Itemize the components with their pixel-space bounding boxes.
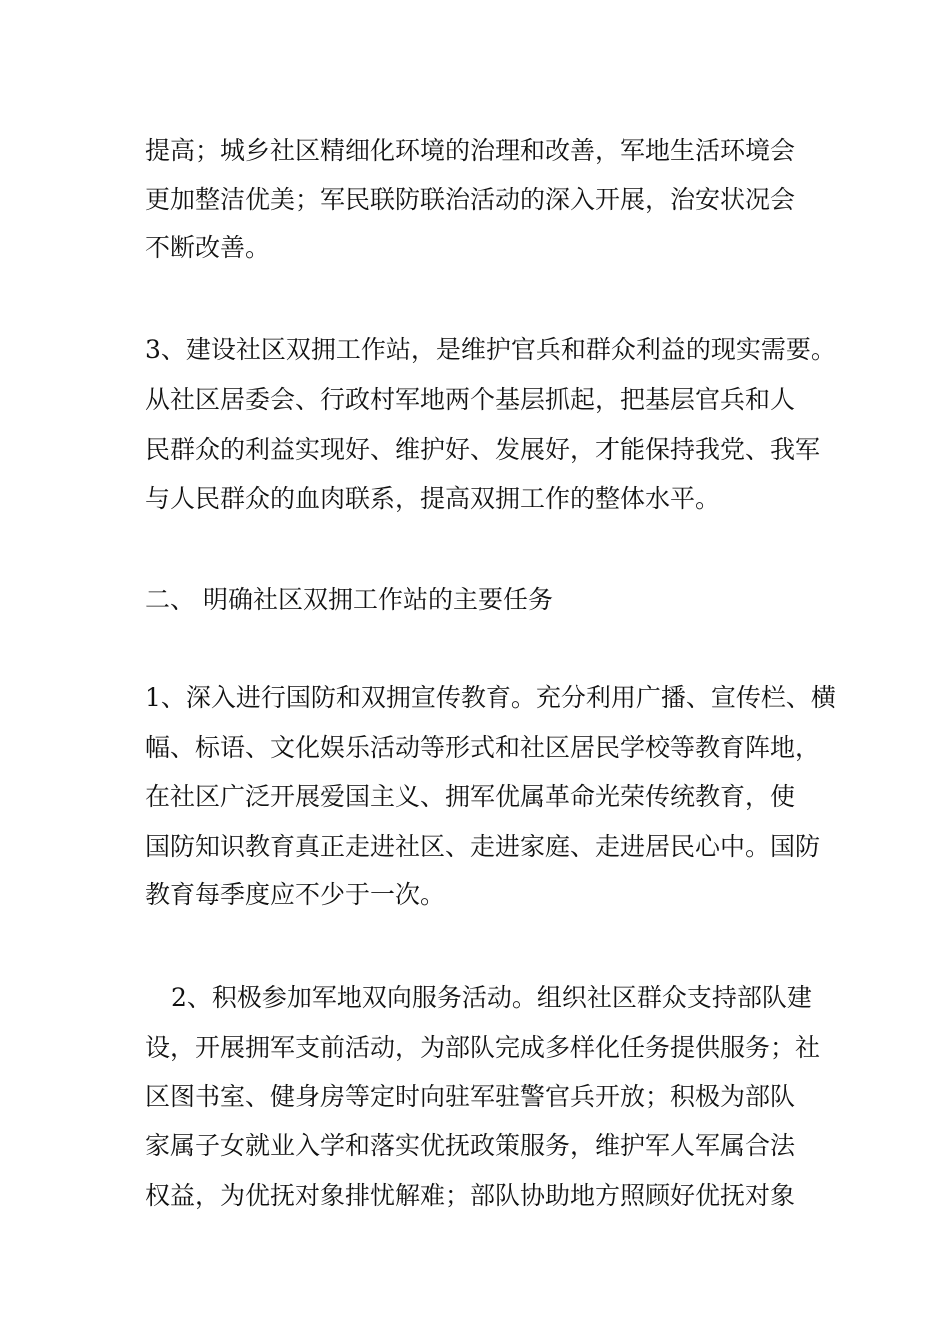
section-heading: 二、 明确社区双拥工作站的主要任务 xyxy=(145,585,553,614)
paragraph-2-line-2: 从社区居委会、行政村军地两个基层抓起，把基层官兵和人 xyxy=(145,385,796,414)
paragraph-1-line-1: 提高；城乡社区精细化环境的治理和改善，军地生活环境会 xyxy=(145,136,796,165)
paragraph-1-line-2: 更加整洁优美；军民联防联治活动的深入开展，治安状况会 xyxy=(145,185,796,214)
paragraph-3-line-2: 幅、标语、文化娱乐活动等形式和社区居民学校等教育阵地， xyxy=(145,733,821,762)
paragraph-4-line-3: 区图书室、健身房等定时向驻军驻警官兵开放；积极为部队 xyxy=(145,1082,796,1111)
paragraph-4-line-2: 设，开展拥军支前活动，为部队完成多样化任务提供服务；社 xyxy=(145,1033,821,1062)
paragraph-3-line-1: 1、深入进行国防和双拥宣传教育。充分利用广播、宣传栏、横 xyxy=(145,683,836,712)
paragraph-2-line-1: 3、建设社区双拥工作站，是维护官兵和群众利益的现实需要。 xyxy=(145,335,836,364)
paragraph-1-line-3: 不断改善。 xyxy=(145,233,271,262)
paragraph-3-line-4: 国防知识教育真正走进社区、走进家庭、走进居民心中。国防 xyxy=(145,832,821,861)
paragraph-4-line-1: 2、积极参加军地双向服务活动。组织社区群众支持部队建 xyxy=(171,983,812,1012)
paragraph-4-line-4: 家属子女就业入学和落实优抚政策服务，维护军人军属合法 xyxy=(145,1131,796,1160)
paragraph-3-line-3: 在社区广泛开展爱国主义、拥军优属革命光荣传统教育，使 xyxy=(145,782,796,811)
paragraph-4-line-5: 权益，为优抚对象排忧解难；部队协助地方照顾好优抚对象 xyxy=(145,1181,796,1210)
paragraph-2-line-4: 与人民群众的血肉联系，提高双拥工作的整体水平。 xyxy=(145,484,721,513)
paragraph-3-line-5: 教育每季度应不少于一次。 xyxy=(145,880,446,909)
paragraph-2-line-3: 民群众的利益实现好、维护好、发展好，才能保持我党、我军 xyxy=(145,435,821,464)
